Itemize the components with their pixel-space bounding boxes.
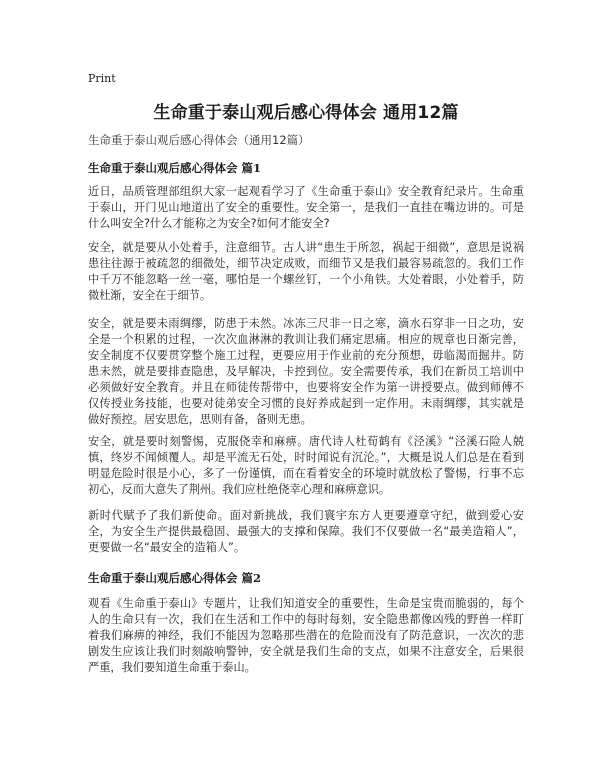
paragraph-1-4: 安全，就是要时刻警惕，克服侥幸和麻痹。唐代诗人杜荀鹤有《泾溪》“泾溪石险人兢慎，终岁不闻倾覆人。却是平流无石处，时时闻说有沉沦。”，大概是说人们总是在看到明显危险时很是小心，多了一份谨慎，而在看着安全的环境时就放松了警惕，行事不忘初心，反而大意失了荆州。我们应杜绝侥幸心理和麻痹意识。 bbox=[88, 435, 524, 496]
paragraph-1-2: 安全，就是要从小处着手，注意细节。古人讲“患生于所忽，祸起于细微”，意思是说祸患往往源于被疏忽的细微处，细节决定成败，而细节又是我们最容易疏忽的。我们工作中千万不能忽略一丝一毫，哪怕是一个螺丝钉，一个小角铁。大处着眼，小处着手，防微杜渐，安全在于细节。 bbox=[88, 241, 524, 302]
paragraph-1-5: 新时代赋予了我们新使命。面对新挑战，我们寰宇东方人更要遵章守纪，做到爱心安全，为安全生产提供最稳固、最强大的支撑和保障。我们不仅要做一名“最美造箱人”，更要做一名“最安全的造箱人”。 bbox=[88, 509, 524, 554]
section-heading-1: 生命重于泰山观后感心得体会 篇1 bbox=[88, 161, 262, 175]
paragraph-1-1: 近日，品质管理部组织大家一起观看学习了《生命重于泰山》安全教育纪录片。生命重于泰山，开门见山地道出了安全的重要性。安全第一，是我们一直挂在嘴边讲的。可是什么叫安全?什么才能称之为安全?如何才能安全? bbox=[88, 185, 524, 230]
print-link[interactable]: Print bbox=[88, 72, 116, 85]
page-subtitle: 生命重于泰山观后感心得体会（通用12篇） bbox=[88, 133, 310, 147]
paragraph-2-1: 观看《生命重于泰山》专题片，让我们知道安全的重要性，生命是宝贵而脆弱的，每个人的生命只有一次，我们在生活和工作中的每时每刻，安全隐患都像凶残的野兽一样盯着我们麻痹的神经，我们不能因为忽略那些潜在的危险而没有了防范意识，一次次的悲剧发生应该让我们时刻敲响警钟，安全就是我们生命的支点，如果不注意安全，后果很严重，我们要知道生命重于泰山。 bbox=[88, 597, 524, 674]
section-heading-2: 生命重于泰山观后感心得体会 篇2 bbox=[88, 571, 262, 585]
page-title: 生命重于泰山观后感心得体会 通用12篇 bbox=[153, 103, 459, 123]
paragraph-1-3: 安全，就是要未雨绸缪，防患于未然。冰冻三尺非一日之寒，滴水石穿非一日之功，安全是一个积累的过程，一次次血淋淋的教训让我们痛定思痛。相应的规章也日渐完善，安全制度不仅要贯穿整个施工过程，更要应用于作业前的充分预想，毋临渴而掘井。防患未然，就是要排查隐患，及早解决，卡控到位。安全需要传承，我们在新员工培训中必须做好安全教育。并且在师徒传帮带中，也要将安全作为第一讲授要点。做到师傅不仅传授业务技能，也要对徒弟安全习惯的良好养成起到一定作用。未雨绸缪，其实就是做好预控。居安思危，思则有备，备则无患。 bbox=[88, 317, 524, 426]
